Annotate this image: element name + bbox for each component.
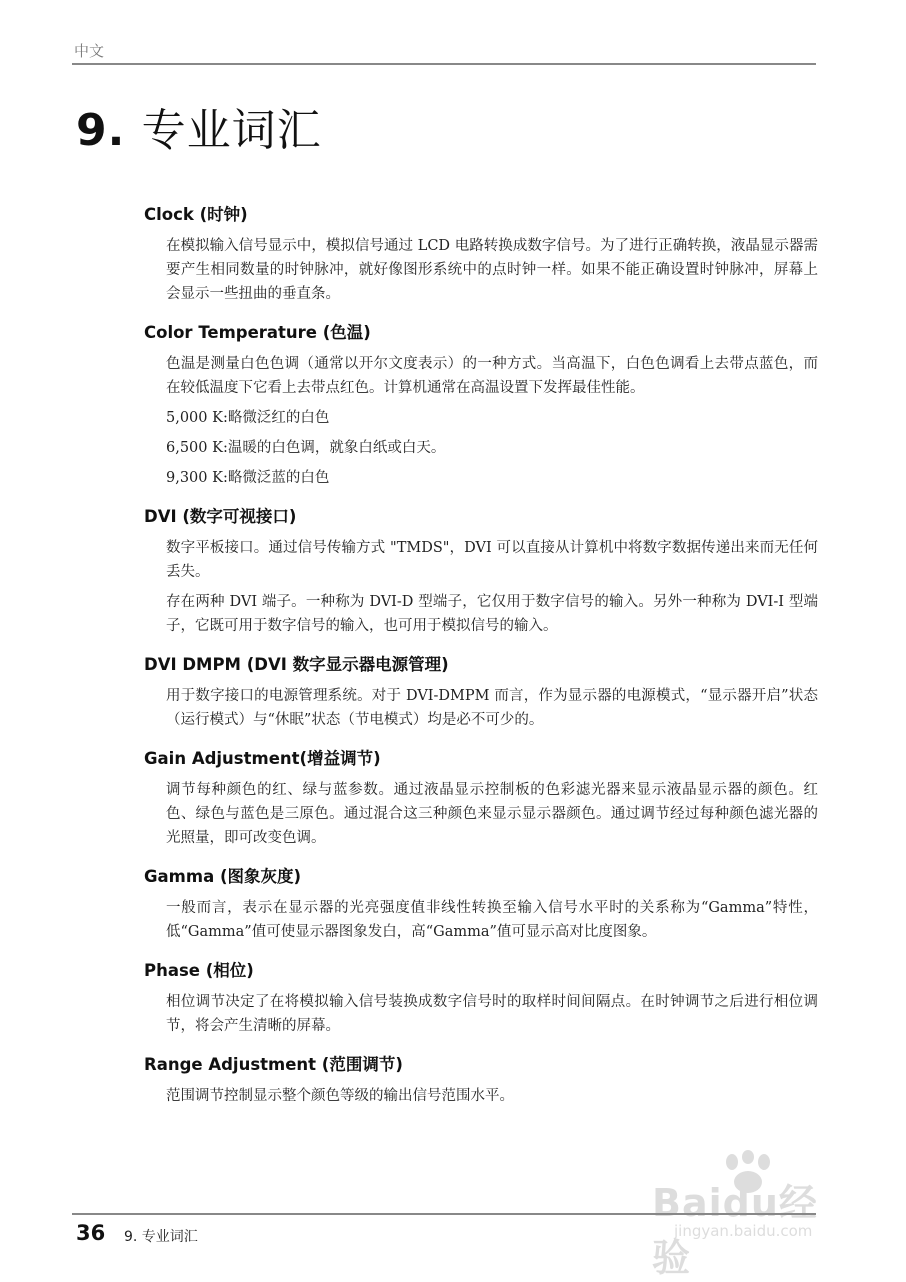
term-heading: Color Temperature (色温) xyxy=(144,323,371,342)
watermark xyxy=(648,1150,848,1280)
term-heading: DVI (数字可视接口) xyxy=(144,507,297,526)
term-definition: 6,500 K:温暖的白色调，就象白纸或白天。 xyxy=(166,440,446,456)
page-number: 36 xyxy=(76,1221,106,1245)
glossary-term xyxy=(144,960,818,1038)
watermark-url: jingyan.baidu.com xyxy=(674,1222,813,1240)
language-label: 中文 xyxy=(74,42,105,60)
glossary-term xyxy=(144,506,818,638)
chapter-title-text: 专业词汇 xyxy=(141,105,322,156)
header-rule xyxy=(72,63,816,65)
term-definition: 9,300 K:略微泛蓝的白色 xyxy=(166,470,330,486)
glossary-term xyxy=(144,204,818,306)
term-definition: 数字平板接口。通过信号传输方式 "TMDS"，DVI 可以直接从计算机中将数字数据传递出来而无任何丢失。 xyxy=(166,540,818,580)
term-heading: DVI DMPM (DVI 数字显示器电源管理) xyxy=(144,655,449,674)
term-heading: Gamma (图象灰度) xyxy=(144,867,302,886)
term-definition: 存在两种 DVI 端子。一种称为 DVI-D 型端子，它仅用于数字信号的输入。另外一种称为 DVI-I 型端子，它既可用于数字信号的输入，也可用于模拟信号的输入。 xyxy=(166,594,818,634)
term-definition: 在模拟输入信号显示中，模拟信号通过 LCD 电路转换成数字信号。为了进行正确转换，液晶显示器需要产生相同数量的时钟脉冲，就好像图形系统中的点时钟一样。如果不能正确设置时钟脉冲，屏幕上会显示一些扭曲的垂直条。 xyxy=(166,238,818,302)
paw-icon xyxy=(718,1150,778,1196)
footer-rule xyxy=(72,1213,816,1215)
term-definition: 范围调节控制显示整个颜色等级的输出信号范围水平。 xyxy=(166,1088,514,1104)
glossary-term xyxy=(144,748,818,850)
glossary-list xyxy=(144,204,818,1124)
glossary-term xyxy=(144,654,818,732)
term-heading: Clock (时钟) xyxy=(144,205,248,224)
glossary-term xyxy=(144,322,818,490)
term-heading: Phase (相位) xyxy=(144,961,254,980)
watermark-brand: Baidu经验 xyxy=(652,1181,818,1280)
footer-chapter-ref: 9. 专业词汇 xyxy=(124,1229,198,1245)
term-definition: 相位调节决定了在将模拟输入信号装换成数字信号时的取样时间间隔点。在时钟调节之后进行相位调节，将会产生清晰的屏幕。 xyxy=(166,994,818,1034)
term-definition: 色温是测量白色色调（通常以开尔文度表示）的一种方式。当高温下，白色色调看上去带点蓝色，而在较低温度下它看上去带点红色。计算机通常在高温设置下发挥最佳性能。 xyxy=(166,356,818,396)
chapter-title xyxy=(76,94,322,158)
glossary-term xyxy=(144,1054,818,1108)
glossary-term xyxy=(144,866,818,944)
term-definition: 一般而言，表示在显示器的光亮强度值非线性转换至输入信号水平时的关系称为“Gamma”特性，低“Gamma”值可使显示器图象发白，高“Gamma”值可显示高对比度图象。 xyxy=(166,900,818,940)
term-definition: 5,000 K:略微泛红的白色 xyxy=(166,410,330,426)
chapter-number: 9. xyxy=(76,105,126,156)
term-heading: Gain Adjustment(增益调节) xyxy=(144,749,381,768)
term-definition: 用于数字接口的电源管理系统。对于 DVI-DMPM 而言，作为显示器的电源模式，“显示器开启”状态（运行模式）与“休眠”状态（节电模式）均是必不可少的。 xyxy=(166,688,818,728)
term-definition: 调节每种颜色的红、绿与蓝参数。通过液晶显示控制板的色彩滤光器来显示液晶显示器的颜色。红色、绿色与蓝色是三原色。通过混合这三种颜色来显示显示器颜色。通过调节经过每种颜色滤光器的光照量，即可改变色调。 xyxy=(166,782,818,846)
term-heading: Range Adjustment (范围调节) xyxy=(144,1055,403,1074)
